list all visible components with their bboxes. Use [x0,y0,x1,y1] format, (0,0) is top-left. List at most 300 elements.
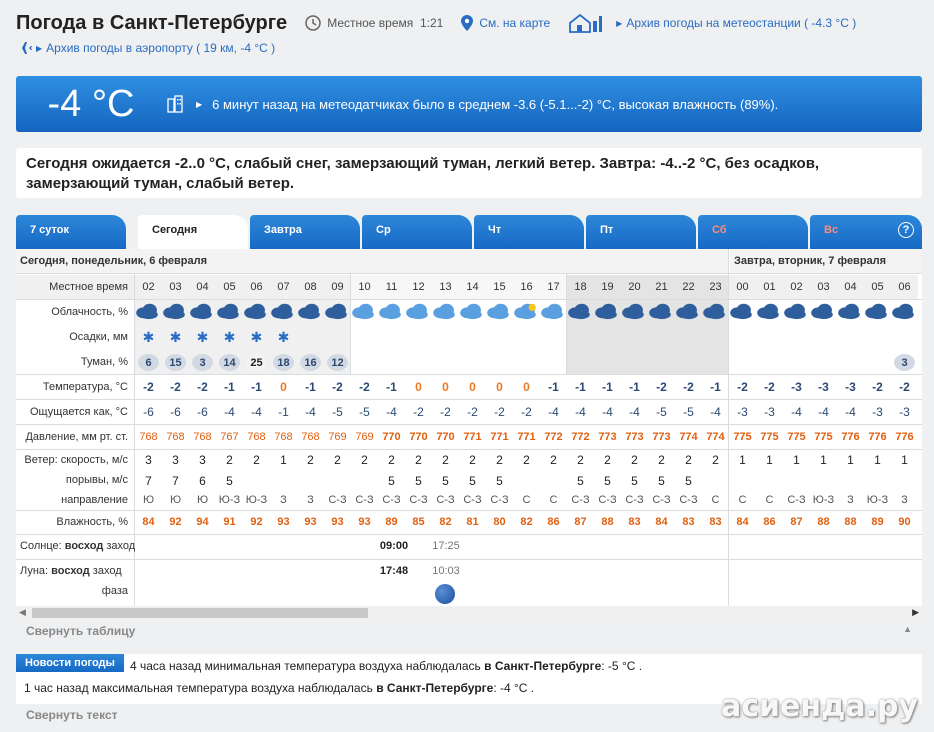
wind-direction: С-З [463,494,482,506]
row-label-temp: Температура, °C [42,381,128,393]
temperature-value: -2 [656,380,667,394]
wind-speed-value: 2 [685,453,692,467]
station-archive-link[interactable]: Архив погоды на метеостанции ( -4.3 °C ) [626,16,857,30]
wind-direction: С-З [328,494,347,506]
wind-direction: Ю [169,494,182,506]
hour-label: 17 [547,281,560,293]
wind-speed-value: 2 [550,453,557,467]
wind-direction: С [765,494,774,506]
wind-speed-value: 3 [172,453,179,467]
humidity-value: 88 [844,516,857,528]
feels-like-value: -4 [548,405,559,419]
wind-direction: С-З [409,494,428,506]
wind-direction: С-З [355,494,374,506]
tab-label: Сегодня [152,224,198,236]
header [16,10,856,36]
wind-direction: С [738,494,747,506]
wind-speed-value: 1 [793,453,800,467]
humidity-value: 89 [871,516,884,528]
temperature-value: -2 [899,380,910,394]
help-icon[interactable]: ? [898,222,914,238]
tab-6[interactable] [586,215,696,249]
wind-direction: С-З [436,494,455,506]
feels-like-value: -3 [764,405,775,419]
wind-speed-value: 2 [226,453,233,467]
feels-like-value: -4 [818,405,829,419]
row-divider [16,534,922,535]
cloud-icon [459,302,483,320]
hour-label: 15 [493,281,506,293]
tab-1[interactable] [16,215,126,249]
cloud-icon [162,302,186,320]
pressure-value: 776 [895,431,914,443]
chevron-up-icon: ▲ [903,624,912,634]
temperature-value: -1 [602,380,613,394]
temperature-value: -3 [791,380,802,394]
feels-like-value: -5 [656,405,667,419]
cloud-icon [675,302,699,320]
pressure-value: 774 [706,431,725,443]
moon-phase-icon [435,584,455,604]
fog-number: 16 [304,357,317,369]
wind-direction: С-З [625,494,644,506]
fog-number: 6 [145,357,152,369]
cloud-icon [297,302,321,320]
cloud-icon [135,302,159,320]
humidity-value: 93 [358,516,371,528]
temperature-value: 0 [523,380,530,394]
temperature-value: -1 [386,380,397,394]
wind-speed-value: 1 [820,453,827,467]
pressure-value: 776 [841,431,860,443]
feels-like-value: -3 [899,405,910,419]
pressure-value: 768 [166,431,185,443]
temperature-value: -2 [359,380,370,394]
cloud-icon [648,302,672,320]
humidity-value: 84 [736,516,749,528]
cloud-icon [621,302,645,320]
fog-value [189,353,216,373]
map-link[interactable] [461,15,550,31]
wind-speed-value: 2 [361,453,368,467]
tab-label: 7 суток [30,224,70,236]
pressure-value: 772 [571,431,590,443]
wind-speed-value: 2 [604,453,611,467]
wind-speed-value: 2 [658,453,665,467]
cloud-icon [486,302,510,320]
buildings-icon [166,95,184,113]
tab-3[interactable] [250,215,360,249]
hour-label: 23 [709,281,722,293]
pressure-value: 768 [247,431,266,443]
pressure-value: 769 [355,431,374,443]
fog-value [243,353,270,373]
feels-like-value: -5 [359,405,370,419]
gust-value: 5 [442,474,449,488]
temperature-value: -2 [872,380,883,394]
humidity-value: 88 [817,516,830,528]
hour-label: 05 [223,281,236,293]
hourly-grid [16,249,922,606]
fog-value [297,353,324,373]
gust-value: 5 [469,474,476,488]
news-item: 4 часа назад минимальная температура воздуха наблюдалась в Санкт-Петербурге: -5 °C . [130,659,643,673]
feels-like-value: -2 [440,405,451,419]
tab-label: Завтра [264,224,302,236]
moonset-time: 10:03 [432,565,460,577]
row-divider [16,399,922,400]
tab-label: Ср [376,224,391,236]
hour-label: 01 [763,281,776,293]
forecast-summary: Сегодня ожидается -2..0 °C, слабый снег, замерзающий туман, легкий ветер. Завтра: -4..-2 °C, без осадков, замерзающий туман, слабый ветер. [16,148,922,198]
day-header-tomorrow: Завтра, вторник, 7 февраля [730,249,922,273]
fog-value [270,353,297,373]
temperature-value: -2 [737,380,748,394]
collapse-table-label: Свернуть таблицу [26,624,136,638]
feels-like-value: -6 [170,405,181,419]
station-archive[interactable] [568,13,856,33]
wind-direction: З [901,494,908,506]
temperature-value: -1 [710,380,721,394]
humidity-value: 85 [412,516,425,528]
sunrise-time: 09:00 [379,540,409,552]
tab-label: Сб [712,224,727,236]
hour-label: 06 [250,281,263,293]
hour-label: 05 [871,281,884,293]
wind-direction: З [280,494,287,506]
hour-label: 07 [277,281,290,293]
humidity-value: 86 [547,516,560,528]
feels-like-value: -2 [467,405,478,419]
row-label-moon [20,565,128,577]
cloud-icon [837,302,861,320]
row-divider [16,424,922,425]
gust-value: 5 [604,474,611,488]
temperature-value: -1 [251,380,262,394]
humidity-value: 89 [385,516,398,528]
cloud-icon [405,302,429,320]
snow-icon: ✱ [142,329,155,345]
hour-label: 22 [682,281,695,293]
wind-direction: Ю [142,494,155,506]
pressure-value: 775 [760,431,779,443]
cloud-icon [189,302,213,320]
cloud-icon [513,302,537,320]
cloud-icon [378,302,402,320]
moonrise-time: 17:48 [379,565,409,577]
pressure-value: 775 [733,431,752,443]
hour-label: 18 [574,281,587,293]
current-temperature: -4 °C [47,82,135,125]
humidity-value: 83 [709,516,722,528]
humidity-value: 92 [169,516,182,528]
local-time [305,15,443,31]
hour-label: 16 [520,281,533,293]
humidity-value: 90 [898,516,911,528]
scroll-thumb[interactable] [32,608,368,618]
gust-value: 5 [658,474,665,488]
wind-direction: С [711,494,720,506]
row-label-moon: Луна: [20,565,52,577]
row-label-sun_set: заход [106,540,136,552]
hour-label: 02 [790,281,803,293]
humidity-value: 88 [601,516,614,528]
fog-number: 3 [199,357,206,369]
temperature-value: -2 [197,380,208,394]
humidity-value: 94 [196,516,209,528]
fog-value [891,353,918,373]
temperature-value: -2 [683,380,694,394]
pressure-value: 769 [328,431,347,443]
pressure-value: 768 [193,431,212,443]
gust-value: 7 [145,474,152,488]
pressure-value: 768 [301,431,320,443]
temperature-value: -2 [332,380,343,394]
temperature-value: -1 [575,380,586,394]
pressure-value: 772 [544,431,563,443]
fog-value [135,353,162,373]
feels-like-value: -4 [791,405,802,419]
clock-icon [305,15,321,31]
cloud-icon [594,302,618,320]
feels-like-value: -2 [494,405,505,419]
temperature-value: -1 [305,380,316,394]
local-time-label: Местное время [327,16,414,30]
humidity-value: 87 [574,516,587,528]
airport-archive[interactable] [16,41,275,55]
day-header-today: Сегодня, понедельник, 6 февраля [16,249,729,273]
hour-label: 21 [655,281,668,293]
tab-label: Вс [824,224,839,236]
row-divider [16,559,922,560]
row-label-sun: Солнце: [20,540,65,552]
gust-value: 5 [226,474,233,488]
watermark-logo: асиенда.ру [720,689,918,724]
wind-speed-value: 1 [739,453,746,467]
feels-like-value: -4 [575,405,586,419]
cloud-icon [702,302,726,320]
tab-label: Пт [600,224,614,236]
pressure-value: 770 [409,431,428,443]
humidity-value: 93 [277,516,290,528]
wind-speed-value: 2 [307,453,314,467]
wind-direction: С-З [571,494,590,506]
pressure-value: 768 [139,431,158,443]
wind-speed-value: 2 [523,453,530,467]
wind-direction: С-З [652,494,671,506]
humidity-value: 86 [763,516,776,528]
row-label-moon-phase: фаза [101,585,128,597]
hour-label: 00 [736,281,749,293]
temperature-value: -2 [170,380,181,394]
hour-label: 09 [331,281,344,293]
row-label-time: Местное время [49,281,128,293]
wind-speed-value: 2 [253,453,260,467]
cloud-icon [432,302,456,320]
pressure-value: 770 [436,431,455,443]
sunset-time: 17:25 [432,540,460,552]
cloud-icon [216,302,240,320]
humidity-value: 83 [682,516,695,528]
hour-label: 04 [844,281,857,293]
wind-direction: С-З [598,494,617,506]
tab-4[interactable] [362,215,472,249]
cloud-icon [891,302,915,320]
feels-like-value: -2 [521,405,532,419]
feels-like-value: -4 [602,405,613,419]
gust-value: 7 [172,474,179,488]
arrow-right-icon: ▶ [616,18,623,28]
wind-speed-value: 2 [442,453,449,467]
pressure-value: 776 [868,431,887,443]
wind-direction: Ю [196,494,209,506]
hour-label: 02 [142,281,155,293]
fog-value [216,353,243,373]
snow-icon: ✱ [250,329,263,345]
pressure-value: 775 [814,431,833,443]
wind-direction: С [522,494,531,506]
feels-like-value: -4 [305,405,316,419]
news-item: 1 час назад максимальная температура воздуха наблюдалась в Санкт-Петербурге: -4 °C . [24,681,535,695]
hour-label: 03 [817,281,830,293]
station-house-icon [568,13,606,33]
current-temp-banner [16,76,922,132]
pressure-value: 773 [598,431,617,443]
arrow-right-icon: ▶ [36,43,43,53]
temperature-value: -1 [629,380,640,394]
humidity-value: 87 [790,516,803,528]
row-label-sun_rise: восход [64,540,107,552]
wind-direction: Ю-З [866,494,889,506]
fog-number: 15 [169,357,182,369]
fog-number: 14 [223,357,236,369]
pressure-value: 773 [652,431,671,443]
wind-speed-value: 2 [631,453,638,467]
temperature-value: 0 [442,380,449,394]
collapse-text-button[interactable]: Свернуть текст [16,704,922,724]
row-label-precip: Осадки, мм [69,331,128,343]
row-label-clouds: Облачность, % [51,306,128,318]
fog-number: 3 [901,357,908,369]
cloud-icon [567,302,591,320]
wind-direction: С [549,494,558,506]
row-divider [16,449,922,450]
wind-direction: З [307,494,314,506]
hour-label: 14 [466,281,479,293]
scroll-right-icon[interactable]: ▶ [912,607,919,617]
humidity-value: 84 [655,516,668,528]
cloud-icon [864,302,888,320]
wind-direction: Ю-З [218,494,241,506]
wind-speed-value: 2 [388,453,395,467]
row-label-direction: направление [61,494,128,506]
feels-like-value: -5 [683,405,694,419]
humidity-value: 82 [520,516,533,528]
sensor-summary [166,95,778,113]
wind-direction: С-З [490,494,509,506]
wind-speed-value: 1 [874,453,881,467]
news-badge: Новости погоды [16,654,124,672]
temperature-value: -2 [143,380,154,394]
temperature-value: -3 [818,380,829,394]
temperature-value: -1 [548,380,559,394]
temperature-value: 0 [415,380,422,394]
wind-direction: З [847,494,854,506]
gust-value: 5 [496,474,503,488]
gust-value: 5 [415,474,422,488]
wind-speed-value: 2 [712,453,719,467]
horizontal-scrollbar[interactable] [16,606,922,620]
map-link-text[interactable]: См. на карте [479,16,551,30]
hour-label: 10 [358,281,371,293]
tab-7[interactable] [698,215,808,249]
airport-archive-link[interactable]: Архив погоды в аэропорту ( 19 км, -4 °C ) [46,41,276,55]
wind-direction: С-З [679,494,698,506]
humidity-value: 92 [250,516,263,528]
row-label-humidity: Влажность, % [56,516,128,528]
cloud-icon [540,302,564,320]
wind-speed-value: 1 [766,453,773,467]
tab-label: Чт [488,224,502,236]
humidity-value: 82 [439,516,452,528]
row-label-moon_set: заход [92,565,122,577]
row-label-fog: Туман, % [80,356,128,368]
feels-like-value: -4 [251,405,262,419]
wind-direction: Ю-З [245,494,268,506]
pressure-value: 771 [463,431,482,443]
wind-speed-value: 2 [334,453,341,467]
tab-2[interactable] [138,215,248,249]
cloud-icon [351,302,375,320]
humidity-value: 80 [493,516,506,528]
hour-label: 06 [898,281,911,293]
feels-like-value: -4 [845,405,856,419]
pressure-value: 767 [220,431,239,443]
wind-speed-value: 2 [469,453,476,467]
pressure-value: 771 [517,431,536,443]
feels-like-value: -1 [278,405,289,419]
arrow-right-icon: ▶ [196,99,203,109]
wind-speed-value: 2 [415,453,422,467]
feels-like-value: -4 [629,405,640,419]
wind-speed-value: 2 [496,453,503,467]
tab-5[interactable] [474,215,584,249]
hour-label: 04 [196,281,209,293]
wind-direction: Ю-З [812,494,835,506]
row-label-pressure: Давление, мм рт. ст. [25,431,128,443]
cloud-icon [756,302,780,320]
hour-label: 12 [412,281,425,293]
fog-value [162,353,189,373]
scroll-left-icon[interactable]: ◀ [19,607,26,617]
cloud-icon [810,302,834,320]
row-label-feels: Ощущается как, °C [29,406,128,418]
row-divider [16,510,922,511]
feels-like-value: -4 [710,405,721,419]
cloud-icon [729,302,753,320]
fog-number: 25 [250,357,263,369]
gust-value: 6 [199,474,206,488]
sensor-summary-text: 6 минут назад на метеодатчиках было в среднем -3.6 (-5.1...-2) °C, высокая влажность (89%). [212,96,779,112]
forecast-table [16,215,922,640]
feels-like-value: -6 [143,405,154,419]
feels-like-value: -4 [224,405,235,419]
collapse-table-button[interactable] [16,620,922,640]
row-divider [16,374,922,375]
temperature-value: 0 [280,380,287,394]
temperature-value: -2 [764,380,775,394]
cloud-icon [243,302,267,320]
